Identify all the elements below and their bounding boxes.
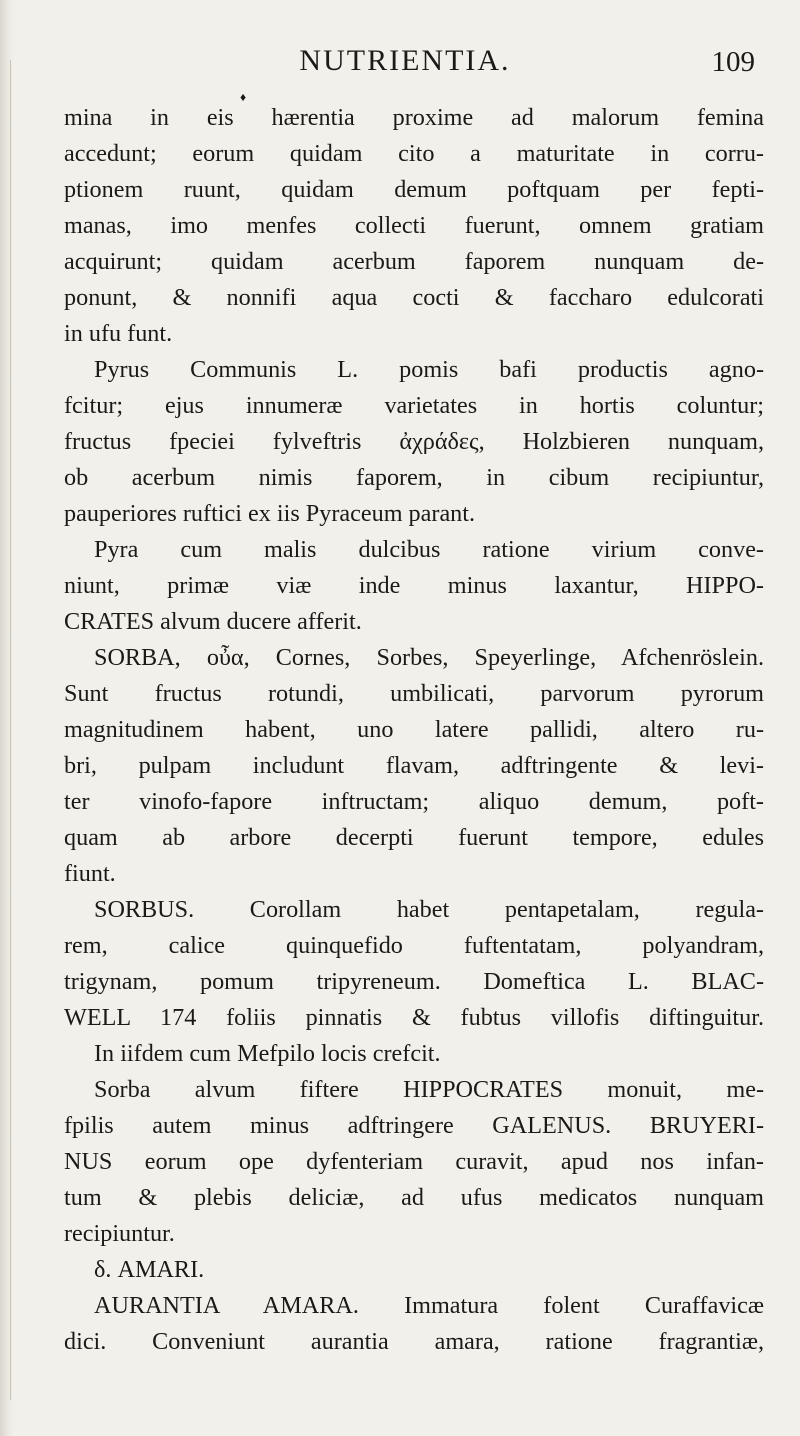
text-line: SORBA, οὖα, Cornes, Sorbes, Speyerlinge, Afchenröslein. [94,644,764,671]
text-line: Pyra cum malis dulcibus ratione virium conve- [94,536,764,563]
page-number: 109 [711,46,755,78]
text-line: fiunt. [64,860,116,887]
text-line: ter vinofo-fapore inftructam; aliquo demum, poft- [64,788,764,815]
text-line: trigynam, pomum tripyreneum. Domeftica L. BLAC- [64,968,764,995]
text-line: tum & plebis deliciæ, ad ufus medicatos nunquam [64,1184,764,1211]
text-line: ptionem ruunt, quidam demum poftquam per fepti- [64,176,764,203]
page-gutter-shadow [0,0,14,1436]
text-line: magnitudinem habent, uno latere pallidi, altero ru- [64,716,764,743]
text-line: dici. Conveniunt aurantia amara, ratione fragrantiæ, [64,1328,764,1355]
text-line: Sunt fructus rotundi, umbilicati, parvorum pyrorum [64,680,764,707]
text-line: fcitur; ejus innumeræ varietates in hortis coluntur; [64,392,764,419]
body-text [64,100,764,1360]
text-line: manas, imo menfes collecti fuerunt, omnem gratiam [64,212,764,239]
text-line: in ufu funt. [64,320,173,347]
text-line: quam ab arbore decerpti fuerunt tempore, edules [64,824,764,851]
text-line: recipiuntur. [64,1220,175,1247]
text-line: ponunt, & nonnifi aqua cocti & faccharo edulcorati [64,284,764,311]
text-line: ob acerbum nimis faporem, in cibum recipiuntur, [64,464,764,491]
text-line: CRATES alvum ducere afferit. [64,608,362,635]
text-line: fpilis autem minus adftringere GALENUS. BRUYERI- [64,1112,764,1139]
printer-mark: ♦ [240,90,247,104]
text-line: niunt, primæ viæ inde minus laxantur, HIPPO- [64,572,764,599]
page-edge-rule [10,60,11,1400]
running-head: NUTRIENTIA. [299,44,511,77]
text-line: AURANTIA AMARA. Immatura folent Curaffavicæ [94,1292,764,1319]
text-line: Pyrus Communis L. pomis bafi productis agno- [94,356,764,383]
section-heading: δ. AMARI. [94,1256,205,1283]
text-line: accedunt; eorum quidam cito a maturitate in corru- [64,140,764,167]
text-line: acquirunt; quidam acerbum faporem nunquam de- [64,248,764,275]
text-line: In iifdem cum Mefpilo locis crefcit. [94,1040,441,1067]
text-line: rem, calice quinquefido fuftentatam, polyandram, [64,932,764,959]
text-line: SORBUS. Corollam habet pentapetalam, regula- [94,896,764,923]
text-line: bri, pulpam includunt flavam, adftringente & levi- [64,752,764,779]
text-line: pauperiores ruftici ex iis Pyraceum parant. [64,500,476,527]
text-line: WELL 174 foliis pinnatis & fubtus villofis diftinguitur. [64,1004,764,1031]
text-line: NUS eorum ope dyfenteriam curavit, apud nos infan- [64,1148,764,1175]
text-line: fructus fpeciei fylveftris ἀχράδες, Holzbieren nunquam, [64,428,764,455]
text-line: Sorba alvum fiftere HIPPOCRATES monuit, me- [94,1076,764,1103]
text-line: mina in eis hærentia proxime ad malorum femina [64,104,764,131]
